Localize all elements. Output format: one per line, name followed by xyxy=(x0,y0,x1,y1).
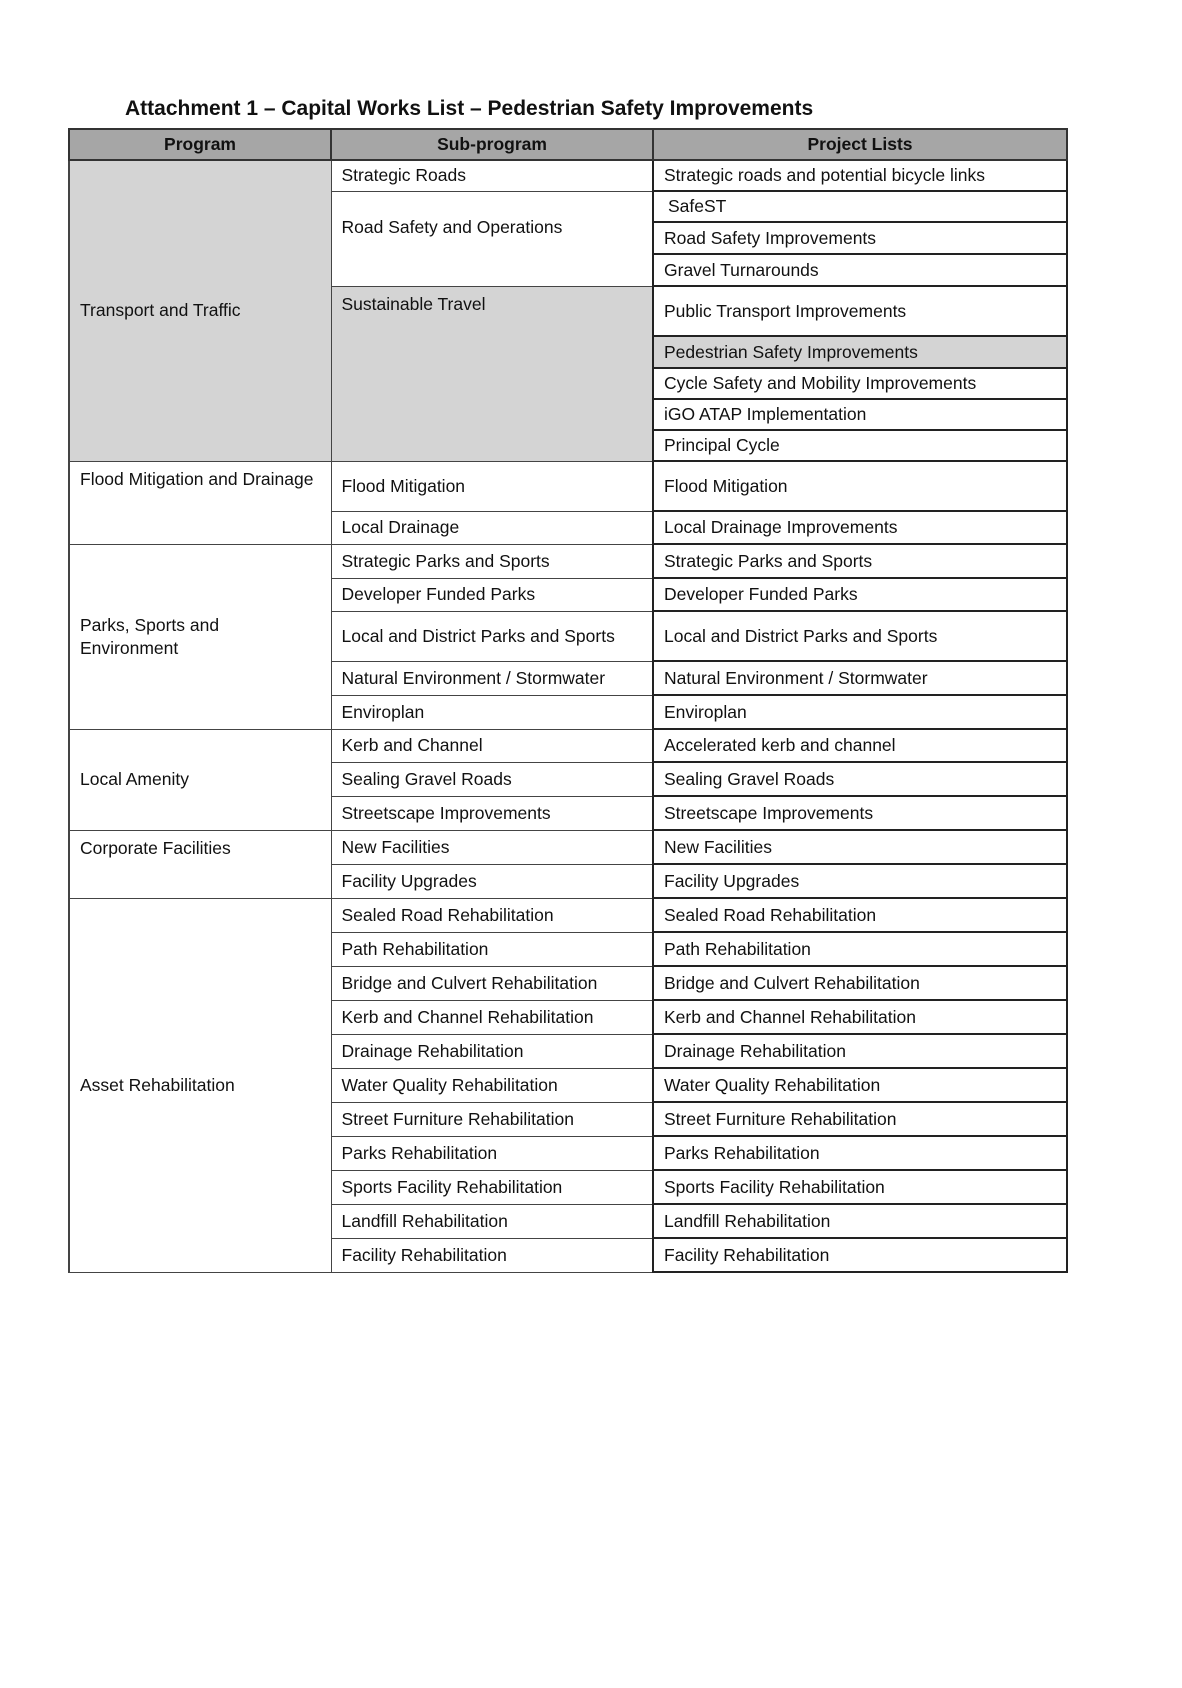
table-header-row xyxy=(69,129,1067,160)
table-row xyxy=(69,898,1067,932)
header-project-lists: Project Lists xyxy=(653,129,1067,160)
subprogram-flood-mitigation: Flood Mitigation xyxy=(331,461,653,511)
subprogram-facility-rehab: Facility Rehabilitation xyxy=(331,1238,653,1272)
subprogram-sports-facility-rehab: Sports Facility Rehabilitation xyxy=(331,1170,653,1204)
project-developer-parks: Developer Funded Parks xyxy=(653,578,1067,611)
project-sports-facility-rehab: Sports Facility Rehabilitation xyxy=(653,1170,1067,1204)
subprogram-local-drainage: Local Drainage xyxy=(331,511,653,544)
table-row xyxy=(69,461,1067,511)
subprogram-sealed-road-rehab: Sealed Road Rehabilitation xyxy=(331,898,653,932)
project-facility-upgrades: Facility Upgrades xyxy=(653,864,1067,898)
subprogram-drainage-rehab: Drainage Rehabilitation xyxy=(331,1034,653,1068)
project-enviroplan: Enviroplan xyxy=(653,695,1067,729)
program-flood-drainage: Flood Mitigation and Drainage xyxy=(69,461,331,544)
header-subprogram: Sub-program xyxy=(331,129,653,160)
program-asset-rehabilitation: Asset Rehabilitation xyxy=(69,898,331,1272)
project-sealed-road-rehab: Sealed Road Rehabilitation xyxy=(653,898,1067,932)
document-title: Attachment 1 – Capital Works List – Pedestrian Safety Improvements xyxy=(125,97,814,120)
subprogram-road-safety: Road Safety and Operations xyxy=(331,191,653,286)
subprogram-facility-upgrades: Facility Upgrades xyxy=(331,864,653,898)
subprogram-kerb-channel-rehab: Kerb and Channel Rehabilitation xyxy=(331,1000,653,1034)
project-water-quality-rehab: Water Quality Rehabilitation xyxy=(653,1068,1067,1102)
project-strategic-parks: Strategic Parks and Sports xyxy=(653,544,1067,578)
project-pedestrian-safety: Pedestrian Safety Improvements xyxy=(653,336,1067,368)
project-kerb-channel-rehab: Kerb and Channel Rehabilitation xyxy=(653,1000,1067,1034)
project-streetscape: Streetscape Improvements xyxy=(653,796,1067,830)
capital-works-table xyxy=(68,128,1068,1273)
project-natural-environment: Natural Environment / Stormwater xyxy=(653,661,1067,695)
header-program: Program xyxy=(69,129,331,160)
project-street-furniture-rehab: Street Furniture Rehabilitation xyxy=(653,1102,1067,1136)
project-path-rehab: Path Rehabilitation xyxy=(653,932,1067,966)
project-cycle-safety: Cycle Safety and Mobility Improvements xyxy=(653,368,1067,399)
subprogram-kerb-channel: Kerb and Channel xyxy=(331,729,653,762)
program-local-amenity: Local Amenity xyxy=(69,729,331,830)
subprogram-landfill-rehab: Landfill Rehabilitation xyxy=(331,1204,653,1238)
subprogram-street-furniture-rehab: Street Furniture Rehabilitation xyxy=(331,1102,653,1136)
table-row xyxy=(69,729,1067,762)
subprogram-strategic-parks: Strategic Parks and Sports xyxy=(331,544,653,578)
subprogram-streetscape: Streetscape Improvements xyxy=(331,796,653,830)
table-row xyxy=(69,830,1067,864)
project-new-facilities: New Facilities xyxy=(653,830,1067,864)
table-row xyxy=(69,544,1067,578)
project-public-transport: Public Transport Improvements xyxy=(653,286,1067,336)
project-bridge-culvert-rehab: Bridge and Culvert Rehabilitation xyxy=(653,966,1067,1000)
subprogram-bridge-culvert-rehab: Bridge and Culvert Rehabilitation xyxy=(331,966,653,1000)
project-landfill-rehab: Landfill Rehabilitation xyxy=(653,1204,1067,1238)
project-safest: SafeST xyxy=(653,191,1067,222)
project-gravel-turnarounds: Gravel Turnarounds xyxy=(653,254,1067,286)
subprogram-sustainable-travel: Sustainable Travel xyxy=(331,286,653,461)
project-drainage-rehab: Drainage Rehabilitation xyxy=(653,1034,1067,1068)
subprogram-new-facilities: New Facilities xyxy=(331,830,653,864)
project-local-drainage: Local Drainage Improvements xyxy=(653,511,1067,544)
subprogram-natural-environment: Natural Environment / Stormwater xyxy=(331,661,653,695)
program-corporate-facilities: Corporate Facilities xyxy=(69,830,331,898)
subprogram-developer-parks: Developer Funded Parks xyxy=(331,578,653,611)
project-facility-rehab: Facility Rehabilitation xyxy=(653,1238,1067,1272)
project-local-district-parks: Local and District Parks and Sports xyxy=(653,611,1067,661)
subprogram-water-quality-rehab: Water Quality Rehabilitation xyxy=(331,1068,653,1102)
subprogram-strategic-roads: Strategic Roads xyxy=(331,160,653,191)
project-strategic-roads: Strategic roads and potential bicycle links xyxy=(653,160,1067,191)
project-igo-atap: iGO ATAP Implementation xyxy=(653,399,1067,430)
project-flood-mitigation: Flood Mitigation xyxy=(653,461,1067,511)
project-sealing-gravel: Sealing Gravel Roads xyxy=(653,762,1067,796)
project-kerb-channel: Accelerated kerb and channel xyxy=(653,729,1067,762)
subprogram-parks-rehab: Parks Rehabilitation xyxy=(331,1136,653,1170)
table-row xyxy=(69,160,1067,191)
project-road-safety: Road Safety Improvements xyxy=(653,222,1067,254)
subprogram-enviroplan: Enviroplan xyxy=(331,695,653,729)
project-principal-cycle: Principal Cycle xyxy=(653,430,1067,461)
subprogram-local-district-parks: Local and District Parks and Sports xyxy=(331,611,653,661)
program-parks-sports-environment: Parks, Sports and Environment xyxy=(69,544,331,729)
subprogram-path-rehab: Path Rehabilitation xyxy=(331,932,653,966)
subprogram-sealing-gravel: Sealing Gravel Roads xyxy=(331,762,653,796)
program-transport-traffic: Transport and Traffic xyxy=(69,160,331,461)
project-parks-rehab: Parks Rehabilitation xyxy=(653,1136,1067,1170)
